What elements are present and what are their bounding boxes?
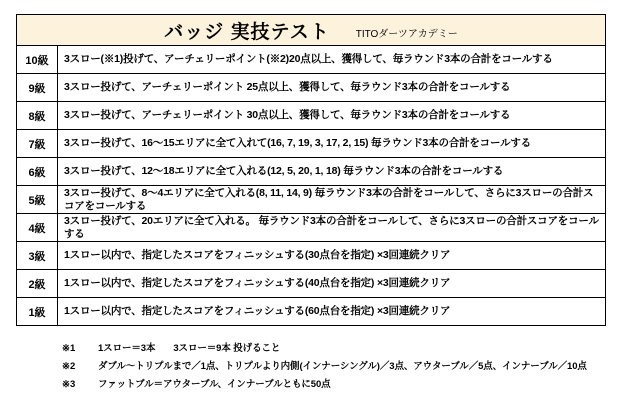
footnote-item <box>62 376 606 394</box>
grade-description: 3スロー投げて、アーチェリーポイント 30点以上、獲得して、毎ラウンド3本の合計をコールする <box>64 109 511 122</box>
grade-description: 3スロー(※1)投げて、アーチェリーポイント(※2)20点以上、獲得して、毎ラウンド3本の合計をコールする <box>64 53 553 66</box>
grade-description: 3スロー投げて、20エリアに全て入れる。 毎ラウンド3本の合計をコールして、さらに3スローの合計スコアをコールする <box>64 215 599 240</box>
table-row <box>17 214 605 242</box>
grade-label: 2級 <box>17 270 58 297</box>
grade-description: 1スロー以内で、指定したスコアをフィニッシュする(40点台を指定) ×3回連続クリア <box>64 277 451 290</box>
badge-test-table <box>16 14 606 326</box>
document-subtitle: TITOダーツアカデミー <box>355 28 458 40</box>
grade-label: 7級 <box>17 130 58 157</box>
footnote-text: ファットブル＝アウターブル、インナーブルともに50点 <box>98 379 331 391</box>
grade-description: 3スロー投げて、12～18エリアに全て入れる(12, 5, 20, 1, 18) 毎ラウンド3本の合計をコールする <box>64 165 504 178</box>
table-row <box>17 74 605 102</box>
grade-label: 8級 <box>17 102 58 129</box>
table-row <box>17 298 605 325</box>
grade-description: 3スロー投げて、16～15エリアに全て入れて(16, 7, 19, 3, 17, 2, 15) 毎ラウンド3本の合計をコールする <box>64 137 531 150</box>
table-title-row <box>17 15 605 46</box>
grade-description: 3スロー投げて、アーチェリーポイント 25点以上、獲得して、毎ラウンド3本の合計をコールする <box>64 81 511 94</box>
grade-description: 1スロー以内で、指定したスコアをフィニッシュする(30点台を指定) ×3回連続クリア <box>64 249 451 262</box>
table-row <box>17 102 605 130</box>
grade-label: 5級 <box>17 186 58 213</box>
footnote-item <box>62 358 606 376</box>
grade-label: 4級 <box>17 214 58 241</box>
table-row <box>17 46 605 74</box>
grade-label: 9級 <box>17 74 58 101</box>
footnote-text: ダブル～トリプルまで／1点、トリプルより内側(インナーシングル)／3点、アウターブル／5点、インナーブル／10点 <box>98 361 587 373</box>
table-row <box>17 130 605 158</box>
table-row <box>17 186 605 214</box>
footnote-mark: ※2 <box>62 361 76 373</box>
footnote-mark: ※1 <box>62 343 76 354</box>
table-row <box>17 242 605 270</box>
grade-label: 3級 <box>17 242 58 269</box>
grade-description: 3スロー投げて、8～4エリアに全て入れる(8, 11, 14, 9) 毎ラウンド3本の合計をコールして、さらに3スローの合計スコアをコールする <box>64 187 594 212</box>
grade-label: 10級 <box>17 46 58 73</box>
document-title: バッジ 実技テスト <box>164 21 330 43</box>
table-row <box>17 270 605 298</box>
footnote-text: 1スロー＝3本 3スロー＝9本 投げること <box>98 343 281 354</box>
grade-label: 6級 <box>17 158 58 185</box>
footnotes <box>16 340 606 394</box>
grade-description: 1スロー以内で、指定したスコアをフィニッシュする(60点台を指定) ×3回連続クリア <box>64 305 451 318</box>
footnote-item <box>62 340 606 358</box>
grade-label: 1級 <box>17 298 58 325</box>
footnote-mark: ※3 <box>62 379 76 391</box>
table-row <box>17 158 605 186</box>
